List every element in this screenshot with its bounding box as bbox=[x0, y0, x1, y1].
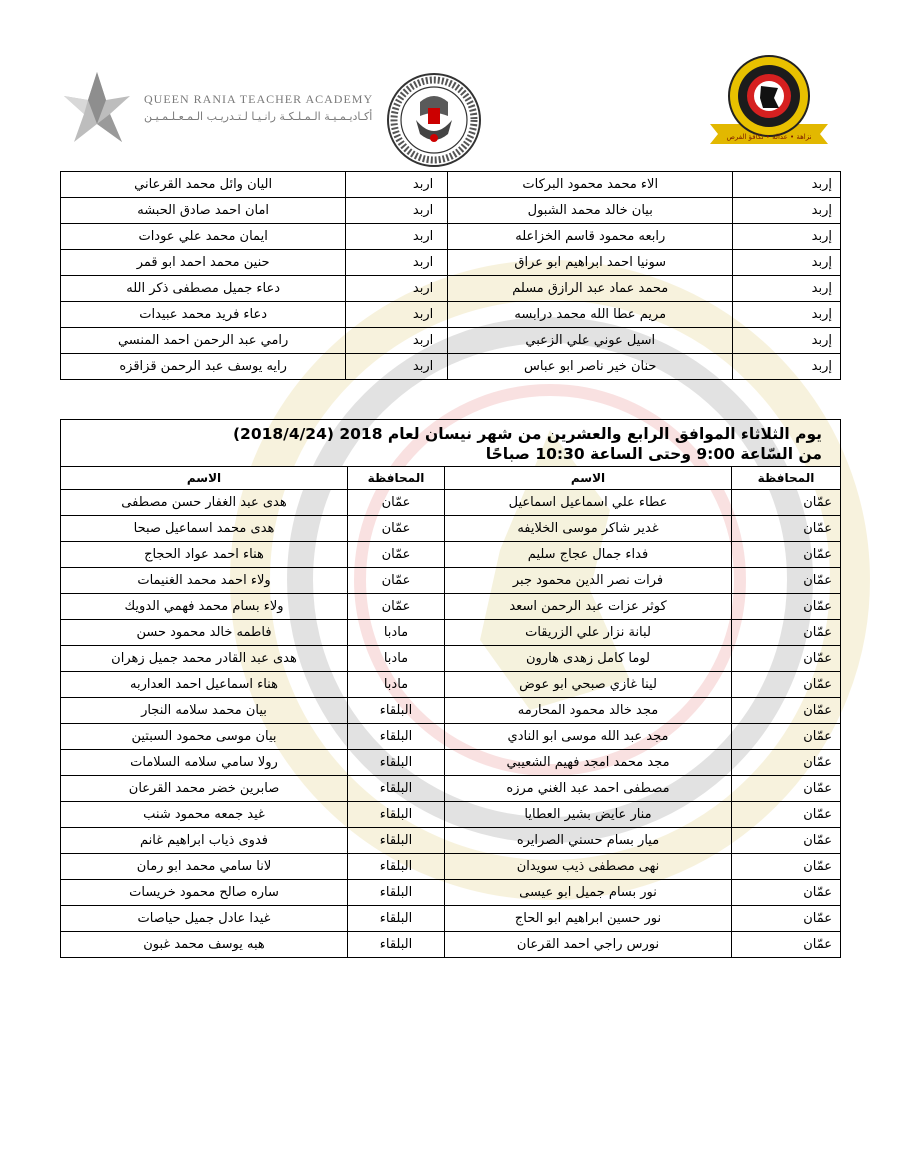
table-row bbox=[61, 276, 841, 302]
governorate-cell: عمّان bbox=[732, 620, 841, 646]
governorate-cell: البلقاء bbox=[348, 724, 445, 750]
name-cell: هناء احمد عواد الحجاج bbox=[61, 542, 348, 568]
governorate-cell: عمّان bbox=[732, 906, 841, 932]
governorate-cell: عمّان bbox=[348, 594, 445, 620]
name-cell: هدى محمد اسماعيل صبحا bbox=[61, 516, 348, 542]
name-cell: مصطفى احمد عبد الغني مرزه bbox=[445, 776, 732, 802]
table-row bbox=[61, 620, 841, 646]
table-row bbox=[61, 932, 841, 958]
governorate-cell: عمّان bbox=[732, 750, 841, 776]
name-cell: صابرين خضر محمد القرعان bbox=[61, 776, 348, 802]
governorate-cell: إربد bbox=[733, 198, 841, 224]
csb-logo bbox=[706, 52, 832, 158]
governorate-cell: عمّان bbox=[348, 490, 445, 516]
irbid-candidates-table bbox=[60, 171, 841, 380]
table-row bbox=[61, 516, 841, 542]
name-cell: دعاء فريد محمد عبيدات bbox=[61, 302, 346, 328]
name-cell: بيان موسى محمود السبتين bbox=[61, 724, 348, 750]
table-row bbox=[61, 172, 841, 198]
governorate-cell: اربد bbox=[346, 224, 448, 250]
name-cell: ايمان محمد علي عودات bbox=[61, 224, 346, 250]
name-cell: لوما كامل زهدى هارون bbox=[445, 646, 732, 672]
table-row bbox=[61, 880, 841, 906]
table-row bbox=[61, 198, 841, 224]
name-cell: نور حسين ابراهيم ابو الحاج bbox=[445, 906, 732, 932]
governorate-cell: عمّان bbox=[348, 542, 445, 568]
name-cell: اليان وائل محمد القرعاني bbox=[61, 172, 346, 198]
name-cell: امان احمد صادق الحبشه bbox=[61, 198, 346, 224]
table-row bbox=[61, 568, 841, 594]
name-cell: غيدا عادل جميل حياصات bbox=[61, 906, 348, 932]
governorate-cell: عمّان bbox=[732, 932, 841, 958]
governorate-cell: اربد bbox=[346, 198, 448, 224]
governorate-cell: البلقاء bbox=[348, 698, 445, 724]
governorate-cell: البلقاء bbox=[348, 828, 445, 854]
governorate-cell: إربد bbox=[733, 224, 841, 250]
name-cell: منار عايض بشير العطايا bbox=[445, 802, 732, 828]
governorate-cell: اربد bbox=[346, 354, 448, 380]
governorate-cell: إربد bbox=[733, 276, 841, 302]
governorate-cell: عمّان bbox=[732, 594, 841, 620]
governorate-cell: عمّان bbox=[732, 568, 841, 594]
governorate-cell: عمّان bbox=[732, 646, 841, 672]
name-cell: رابعه محمود قاسم الخزاعله bbox=[448, 224, 733, 250]
governorate-cell: اربد bbox=[346, 250, 448, 276]
name-cell: هناء اسماعيل احمد العداربه bbox=[61, 672, 348, 698]
governorate-cell: اربد bbox=[346, 276, 448, 302]
governorate-cell: عمّان bbox=[348, 568, 445, 594]
table-row bbox=[61, 490, 841, 516]
governorate-cell: عمّان bbox=[732, 880, 841, 906]
name-cell: مجد عبد الله موسى ابو النادي bbox=[445, 724, 732, 750]
name-cell: رامي عبد الرحمن احمد المنسي bbox=[61, 328, 346, 354]
table-row bbox=[61, 750, 841, 776]
name-cell: سونيا احمد ابراهيم ابو عراق bbox=[448, 250, 733, 276]
name-cell: هبه يوسف محمد غبون bbox=[61, 932, 348, 958]
table-row bbox=[61, 724, 841, 750]
table-row bbox=[61, 672, 841, 698]
governorate-cell: عمّان bbox=[732, 802, 841, 828]
table-row bbox=[61, 698, 841, 724]
qrta-logo bbox=[62, 70, 374, 150]
name-cell: رولا سامي سلامه السلامات bbox=[61, 750, 348, 776]
header-governorate: المحافظة bbox=[348, 467, 445, 490]
name-cell: نهى مصطفى ذيب سويدان bbox=[445, 854, 732, 880]
table-row bbox=[61, 224, 841, 250]
name-cell: غيد جمعه محمود شنب bbox=[61, 802, 348, 828]
table-row bbox=[61, 776, 841, 802]
name-cell: اسيل عوني علي الزعبي bbox=[448, 328, 733, 354]
governorate-cell: اربد bbox=[346, 328, 448, 354]
governorate-cell: عمّان bbox=[732, 672, 841, 698]
name-cell: عطاء علي اسماعيل اسماعيل bbox=[445, 490, 732, 516]
session-title bbox=[61, 420, 841, 467]
csb-motto: نزاهة • عدالة • تكافؤ الفرص bbox=[726, 133, 812, 141]
name-cell: هدى عبد القادر محمد جميل زهران bbox=[61, 646, 348, 672]
governorate-cell: عمّان bbox=[732, 854, 841, 880]
governorate-cell: البلقاء bbox=[348, 802, 445, 828]
name-cell: هدى عبد الغفار حسن مصطفى bbox=[61, 490, 348, 516]
header-name: الاسم bbox=[61, 467, 348, 490]
name-cell: ساره صالح محمود خريسات bbox=[61, 880, 348, 906]
governorate-cell: إربد bbox=[733, 354, 841, 380]
governorate-cell: عمّان bbox=[732, 490, 841, 516]
name-cell: ولاء بسام محمد فهمي الدويك bbox=[61, 594, 348, 620]
table-header-row bbox=[61, 467, 841, 490]
tuesday-session-table bbox=[60, 419, 841, 958]
qrta-star-icon bbox=[62, 70, 132, 145]
qrta-name-ar: أكـاديـمـيـة الـمـلـكـة رانـيـا لـتـدريـب الـمـعـلـمـيـن bbox=[144, 110, 373, 123]
table-row bbox=[61, 828, 841, 854]
governorate-cell: مادبا bbox=[348, 672, 445, 698]
session-title-row bbox=[61, 420, 841, 467]
name-cell: حنين محمد احمد ابو قمر bbox=[61, 250, 346, 276]
name-cell: الاء محمد محمود البركات bbox=[448, 172, 733, 198]
governorate-cell: البلقاء bbox=[348, 750, 445, 776]
table-row bbox=[61, 802, 841, 828]
table-row bbox=[61, 328, 841, 354]
table-row bbox=[61, 542, 841, 568]
moe-seal-logo bbox=[386, 72, 482, 168]
name-cell: بيان خالد محمد الشبول bbox=[448, 198, 733, 224]
governorate-cell: البلقاء bbox=[348, 932, 445, 958]
name-cell: ميار بسام حسني الصرايره bbox=[445, 828, 732, 854]
name-cell: فدوى ذياب ابراهيم غانم bbox=[61, 828, 348, 854]
name-cell: محمد عماد عبد الرازق مسلم bbox=[448, 276, 733, 302]
governorate-cell: إربد bbox=[733, 250, 841, 276]
governorate-cell: اربد bbox=[346, 302, 448, 328]
governorate-cell: البلقاء bbox=[348, 880, 445, 906]
name-cell: لبانة نزار علي الزريقات bbox=[445, 620, 732, 646]
header-name: الاسم bbox=[445, 467, 732, 490]
governorate-cell: اربد bbox=[346, 172, 448, 198]
governorate-cell: إربد bbox=[733, 302, 841, 328]
name-cell: لانا سامي محمد ابو رمان bbox=[61, 854, 348, 880]
governorate-cell: البلقاء bbox=[348, 854, 445, 880]
governorate-cell: مادبا bbox=[348, 646, 445, 672]
table-row bbox=[61, 646, 841, 672]
governorate-cell: عمّان bbox=[732, 776, 841, 802]
name-cell: نورس راجي احمد القرعان bbox=[445, 932, 732, 958]
table-row bbox=[61, 906, 841, 932]
table-row bbox=[61, 354, 841, 380]
governorate-cell: عمّان bbox=[732, 542, 841, 568]
governorate-cell: البلقاء bbox=[348, 906, 445, 932]
governorate-cell: إربد bbox=[733, 172, 841, 198]
governorate-cell: عمّان bbox=[732, 698, 841, 724]
session-date-line: يوم الثلاثاء الموافق الرابع والعشرين من شهر نيسان لعام 2018 (2018/4/24) bbox=[232, 425, 822, 443]
name-cell: ولاء احمد محمد الغنيمات bbox=[61, 568, 348, 594]
name-cell: فاطمه خالد محمود حسن bbox=[61, 620, 348, 646]
name-cell: مجد محمد امجد فهيم الشعيبي bbox=[445, 750, 732, 776]
name-cell: فرات نصر الدين محمود جبر bbox=[445, 568, 732, 594]
governorate-cell: مادبا bbox=[348, 620, 445, 646]
governorate-cell: عمّان bbox=[348, 516, 445, 542]
name-cell: غدير شاكر موسى الخلايفه bbox=[445, 516, 732, 542]
qrta-name-en: QUEEN RANIA TEACHER ACADEMY bbox=[144, 92, 374, 106]
table-row bbox=[61, 854, 841, 880]
table-row bbox=[61, 302, 841, 328]
header-governorate: المحافظة bbox=[732, 467, 841, 490]
governorate-cell: البلقاء bbox=[348, 776, 445, 802]
name-cell: نور بسام جميل ابو عيسى bbox=[445, 880, 732, 906]
table-row bbox=[61, 250, 841, 276]
name-cell: كوثر عزات عبد الرحمن اسعد bbox=[445, 594, 732, 620]
name-cell: دعاء جميل مصطفى ذكر الله bbox=[61, 276, 346, 302]
name-cell: مريم عطا الله محمد درابسه bbox=[448, 302, 733, 328]
governorate-cell: عمّان bbox=[732, 828, 841, 854]
name-cell: فداء جمال عجاج سليم bbox=[445, 542, 732, 568]
governorate-cell: إربد bbox=[733, 328, 841, 354]
governorate-cell: عمّان bbox=[732, 724, 841, 750]
name-cell: مجد خالد محمود المحارمه bbox=[445, 698, 732, 724]
name-cell: لينا غازي صبحي ابو عوض bbox=[445, 672, 732, 698]
name-cell: حنان خير ناصر ابو عباس bbox=[448, 354, 733, 380]
name-cell: بيان محمد سلامه النجار bbox=[61, 698, 348, 724]
session-time-line: من السّاعة 9:00 وحتى الساعة 10:30 صباحًا bbox=[485, 445, 822, 463]
governorate-cell: عمّان bbox=[732, 516, 841, 542]
name-cell: رايه يوسف عبد الرحمن قزاقزه bbox=[61, 354, 346, 380]
table-row bbox=[61, 594, 841, 620]
